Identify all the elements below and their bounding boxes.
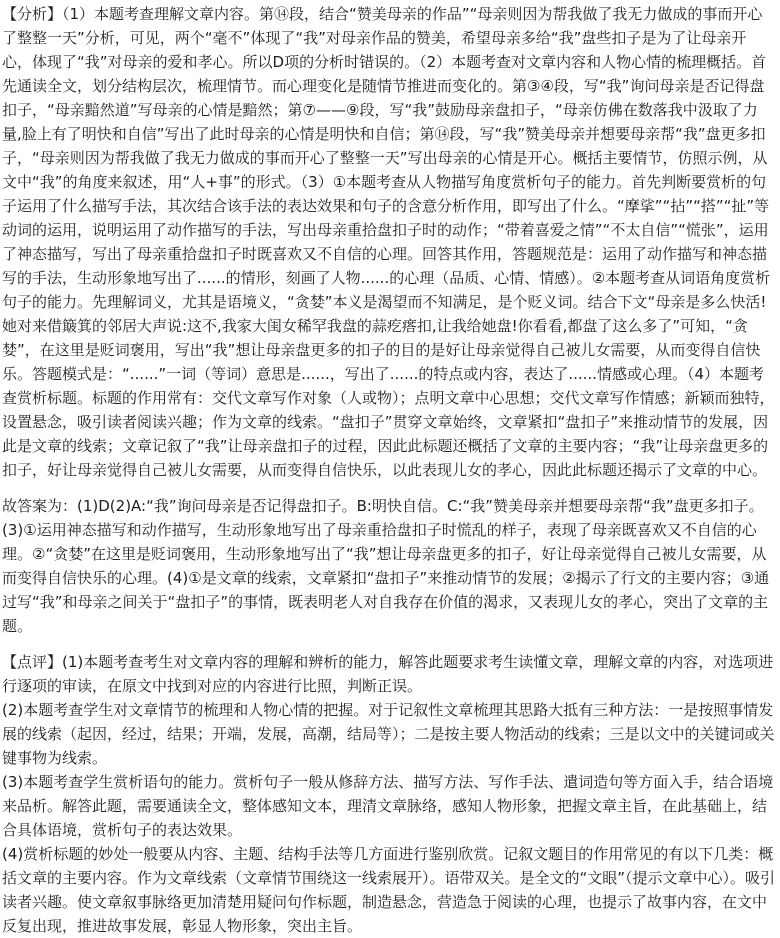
- answer-paragraph: 故答案为：(1)D(2)A:“我”询问母亲是否记得盘扣子。B:明快自信。C:“我”赞美母亲并想要母亲帮“我”盘更多扣子。(3)①运用神态描写和动作描写，生动形象地写出了母亲重拾盘扣子时慌乱的样子，表现了母亲既喜欢又不自信的心理。②“贪婪”在这里是贬词褒用，生动形象地写出了“我”想让母亲盘更多的扣子，好让母亲觉得自己被儿女需要，从而变得自信快乐的心理。(4)①是文章的线索，文章紧扣“盘扣子”来推动情节的发展；②揭示了行文的主要内容；③通过写“我”和母亲之间关于“盘扣子”的事情，既表明老人对自我存在价值的渴求，又表现儿女的孝心，突出了文章的主题。: [2, 497, 770, 635]
- analysis-paragraph: 【分析】（1）本题考查理解文章内容。第⑭段，结合“赞美母亲的作品”“母亲则因为帮我做了我无力做成的事而开心了整整一天”分析，可见，两个“毫不”体现了“我”对母亲作品的赞美，希望母亲多给“我”盘些扣子是为了让母亲开心，体现了“我”对母亲的爱和孝心。所以D项的分析时错误的。（2）本题考查对文章内容和人物心情的梳理概括。首先通读全文，划分结构层次，梳理情节。而心理变化是随情节推进而变化的。第③④段，写“我”询问母亲是否记得盘扣子，“母亲黯然道”写母亲的心情是黯然；第⑦——⑨段，写“我”鼓励母亲盘扣子，“母亲仿佛在数落我中汲取了力量,脸上有了明快和自信”写出了此时母亲的心情是明快和自信；第⑭段，写“我”赞美母亲并想要母亲帮“我”盘更多扣子，“母亲则因为帮我做了我无力做成的事而开心了整整一天”写出母亲的心情是开心。概括主要情节，仿照示例，从文中“我”的角度来叙述，用“人+事”的形式。（3）①本题考查从人物描写角度赏析句子的能力。首先判断要赏析的句子运用了什么描写手法，其次结合该手法的表达效果和句子的含意分析作用，即写出了什么。“摩挲”“拈”“搭”“扯”等动词的运用，说明运用了动作描写的手法，写出母亲重拾盘扣子时的动作；“带着喜爱之情”“不太自信”“慌张”，运用了神态描写，写出了母亲重拾盘扣子时既喜欢又不自信的心理。回答其作用，答题规范是：运用了动作描写和神态描写的手法，生动形象地写出了......的情形，刻画了人物......的心理（品质、心情、情感）。②本题考查从词语角度赏析句子的能力。先理解词义，尤其是语境义，“贪婪”本义是渴望而不知满足，是个贬义词。结合下文“母亲是多么快活!她对来借簸箕的邻居大声说:这不,我家大闺女稀罕我盘的蒜疙瘩扣,让我给她盘!你看看,都盘了这么多了”可知，“贪婪”，在这里是贬词褒用，写出“我”想让母亲盘更多的扣子的目的是好让母亲觉得自己被儿女需要，从而变得自信快乐。答题模式是：“......”一词（等词）意思是......，写出了......的特点或内容，表达了......情感或心理。（4）本题考查赏析标题。标题的作用常有：交代文章写作对象（人或物）；点明文章中心思想；交代文章写作情感；新颖而独特，设置悬念，吸引读者阅读兴趣；作为文章的线索。“盘扣子”贯穿文章始终，文章紧扣“盘扣子”来推动情节的发展，因此是文章的线索；文章记叙了“我”让母亲盘扣子的过程，因此此标题还概括了文章的主要内容；“我”让母亲盘更多的扣子，好让母亲觉得自己被儿女需要，从而变得自信快乐，以此表现儿女的孝心，因此此标题还揭示了文章的中心。: [2, 5, 775, 479]
- review-point-1: 【点评】(1)本题考查考生对文章内容的理解和辨析的能力，解答此题要求考生读懂文章，理解文章的内容，对选项进行逐项的审读，在原文中找到对应的内容进行比照，判断正误。: [2, 653, 774, 695]
- review-point-4: (4)赏析标题的妙处一般要从内容、主题、结构手法等几方面进行鉴别欣赏。记叙文题目的作用常见的有以下几类：概括文章的主要内容。作为文章线索（文章情节围绕这一线索展开）。语带双关。是全文的“文眼”（提示文章中心）。吸引读者兴趣。使文章叙事脉络更加清楚用疑问句作标题，制造悬念，营造急于阅读的心理，也提示了故事内容，在文中反复出现，推进故事发展，彰显人物形象，突出主旨。: [2, 845, 776, 935]
- review-section: [2, 650, 776, 938]
- review-point-2: (2)本题考查学生对文章情节的梳理和人物心情的把握。对于记叙性文章梳理其思路大抵有三种方法：一是按照事情发展的线索（起因，经过，结果；开端，发展，高潮，结局等）；二是按主要人物活动的线索；三是以文中的关键词或关键事物为线索。: [2, 701, 775, 767]
- review-point-3: (3)本题考查学生赏析语句的能力。赏析句子一般从修辞方法、描写方法、写作手法、遣词造句等方面入手，结合语境来品析。解答此题，需要通读全文，整体感知文本，理清文章脉络，感知人物形象，把握文章主旨，在此基础上，结合具体语境，赏析句子的表达效果。: [2, 773, 774, 839]
